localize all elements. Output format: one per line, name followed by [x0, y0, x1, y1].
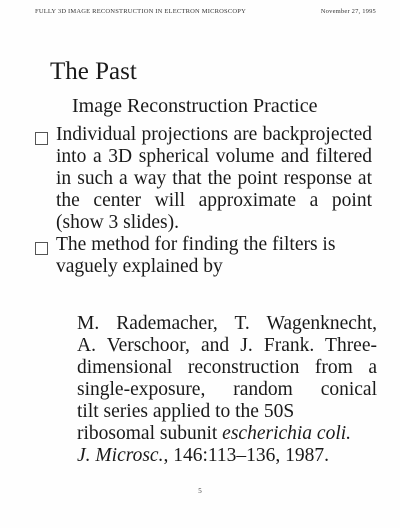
citation-line: tilt series applied to the 50S	[77, 401, 295, 422]
citation-line	[77, 445, 377, 467]
slide-subtitle: Image Reconstruction Practice	[72, 95, 318, 117]
citation-text: , 146:113–136, 1987.	[163, 445, 330, 466]
citation-line: M. Rademacher, T. Wagenknecht,	[77, 313, 377, 334]
citation	[77, 313, 377, 467]
page-number: 5	[198, 487, 202, 495]
bullet-item	[35, 234, 375, 278]
journal-name: J. Microsc.	[77, 445, 164, 466]
citation-line	[77, 423, 377, 445]
slide-title: The Past	[50, 58, 137, 85]
citation-line: dimensional reconstruction from a	[77, 357, 377, 378]
header-title: FULLY 3D IMAGE RECONSTRUCTION IN ELECTRON MICROSCOPY	[35, 8, 247, 15]
citation-text: ribosomal subunit	[77, 423, 223, 444]
header-date: November 27, 1995	[320, 8, 376, 15]
bullet-item	[35, 124, 375, 234]
checkbox-bullet-icon	[35, 132, 48, 145]
citation-line: single-exposure, random conical	[77, 379, 377, 400]
checkbox-bullet-icon	[35, 242, 48, 255]
bullet-text: The method for finding the filters is vaguely explained by	[56, 234, 336, 277]
bullet-text: Individual projections are backprojected into a 3D spherical volume and filtered in such a way that the point response at the center will approximate a point (show 3 slides).	[56, 124, 372, 233]
bullet-list	[35, 124, 375, 278]
species-name: escherichia coli.	[222, 423, 352, 444]
running-header	[35, 8, 376, 15]
citation-line: A. Verschoor, and J. Frank. Three-	[77, 335, 377, 356]
